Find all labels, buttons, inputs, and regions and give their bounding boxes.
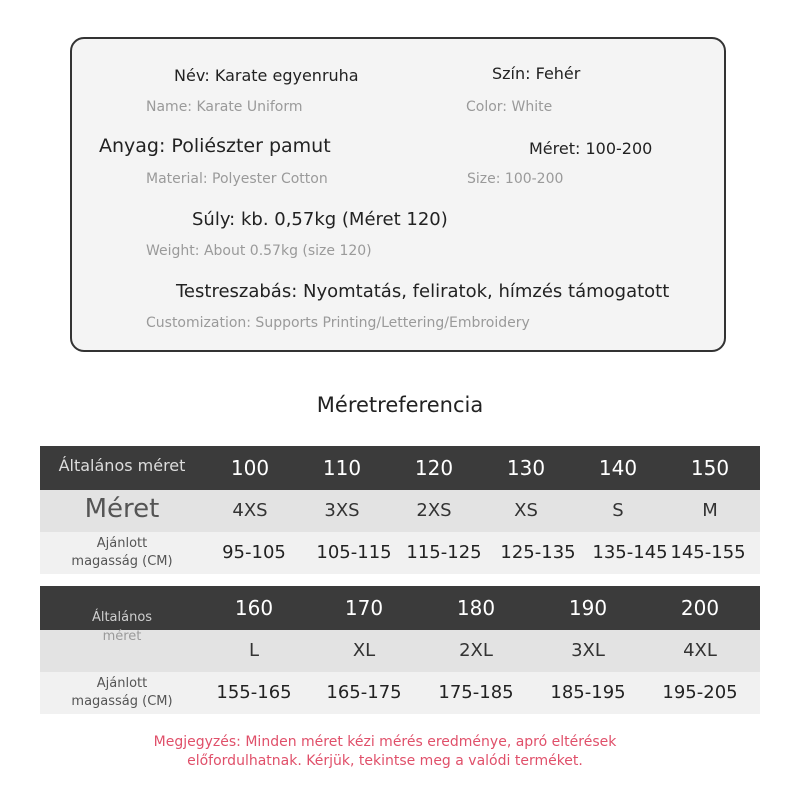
table1-height-row <box>40 532 760 574</box>
table1-general-cell: 120 <box>414 456 454 480</box>
table1-general-label: Általános méret <box>58 456 186 475</box>
note-line2: előfordulhatnak. Kérjük, tekintse meg a valódi terméket. <box>187 753 583 769</box>
material-en: Material: Polyester Cotton <box>146 171 328 187</box>
product-info-box <box>70 37 726 352</box>
size-table-1 <box>40 446 760 574</box>
table1-general-row <box>40 446 760 490</box>
table2-height-cell: 165-175 <box>326 682 402 703</box>
name-hu: Név: Karate egyenruha <box>174 66 359 85</box>
table2-size-cell: 3XL <box>571 640 605 661</box>
color-en: Color: White <box>466 99 553 115</box>
note-line1: Megjegyzés: Minden méret kézi mérés eredménye, apró eltérések <box>153 734 617 750</box>
table2-general-label-line1: Általános <box>91 610 153 625</box>
material-hu: Anyag: Poliészter pamut <box>99 135 331 157</box>
table1-general-cell: 130 <box>506 456 546 480</box>
disclaimer-note <box>0 733 770 771</box>
table2-size-cell: 4XL <box>683 640 717 661</box>
customization-hu: Testreszabás: Nyomtatás, feliratok, hímzés támogatott <box>176 281 670 302</box>
table1-general-cell: 110 <box>322 456 362 480</box>
table1-height-label-line1: Ajánlott <box>96 536 148 551</box>
table2-general-cell: 160 <box>234 596 274 620</box>
size-reference-title: Méretreferencia <box>316 393 484 417</box>
table1-height-label-line2: magasság (CM) <box>71 554 173 569</box>
table1-general-cell: 140 <box>598 456 638 480</box>
table1-height-cell: 105-115 <box>316 542 392 563</box>
color-hu: Szín: Fehér <box>492 64 581 83</box>
table2-height-row <box>40 672 760 714</box>
table2-general-label-line2: méret <box>102 629 142 644</box>
table1-height-cell: 115-125 <box>406 542 482 563</box>
table2-height-label-line1: Ajánlott <box>96 676 148 691</box>
size-en: Size: 100-200 <box>467 171 564 187</box>
table1-size-row <box>40 490 760 532</box>
table1-size-cell: M <box>702 500 718 521</box>
table2-height-cell: 175-185 <box>438 682 514 703</box>
table1-height-cell: 135-145 <box>592 542 668 563</box>
table2-height-label-line2: magasság (CM) <box>71 694 173 709</box>
size-table-2 <box>40 586 760 714</box>
weight-en: Weight: About 0.57kg (size 120) <box>146 243 372 259</box>
table2-height-label <box>40 675 204 711</box>
table2-height-cell: 185-195 <box>550 682 626 703</box>
table2-height-cell: 195-205 <box>662 682 738 703</box>
customization-en: Customization: Supports Printing/Lettering/Embroidery <box>146 315 530 331</box>
table1-size-cell: S <box>612 500 624 521</box>
table1-size-label: Méret <box>84 494 160 524</box>
table1-height-label <box>40 535 204 571</box>
size-hu: Méret: 100-200 <box>529 139 653 158</box>
table2-general-label <box>40 608 204 646</box>
table2-general-cell: 170 <box>344 596 384 620</box>
table2-general-cell: 180 <box>456 596 496 620</box>
table1-size-cell: XS <box>514 500 538 521</box>
table2-size-cell: 2XL <box>459 640 493 661</box>
table1-height-cell: 95-105 <box>222 542 286 563</box>
table2-general-cell: 200 <box>680 596 720 620</box>
name-en: Name: Karate Uniform <box>146 99 303 115</box>
table1-general-cell: 150 <box>690 456 730 480</box>
table1-size-cell: 4XS <box>232 500 268 521</box>
table1-size-cell: 3XS <box>324 500 360 521</box>
table2-general-cell: 190 <box>568 596 608 620</box>
table1-height-cell: 145-155 <box>670 542 746 563</box>
table2-size-cell: XL <box>352 640 376 661</box>
table1-size-cell: 2XS <box>416 500 452 521</box>
weight-hu: Súly: kb. 0,57kg (Méret 120) <box>192 209 448 230</box>
table2-height-cell: 155-165 <box>216 682 292 703</box>
table1-height-cell: 125-135 <box>500 542 576 563</box>
table1-general-cell: 100 <box>230 456 270 480</box>
table2-size-cell: L <box>248 640 260 661</box>
